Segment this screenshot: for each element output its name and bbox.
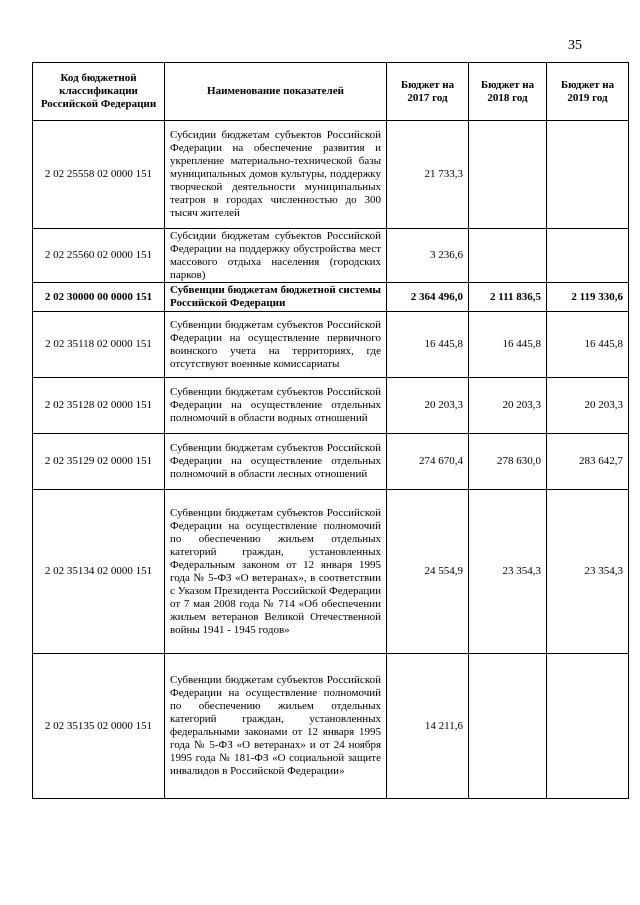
row-2019	[547, 654, 629, 799]
row-2018: 20 203,3	[469, 378, 547, 434]
row-2019	[547, 229, 629, 283]
row-2019: 283 642,7	[547, 434, 629, 490]
row-2017: 274 670,4	[387, 434, 469, 490]
row-name: Субсидии бюджетам субъектов Российской Федерации на поддержку обустройства мест массового отдыха населения (городских парков)	[165, 229, 387, 283]
table-row	[33, 312, 629, 378]
table-row	[33, 654, 629, 799]
row-2019: 23 354,3	[547, 490, 629, 654]
row-name: Субвенции бюджетам субъектов Российской Федерации на осуществление первичного воинского учета на территориях, где отсутствуют военные комиссариаты	[165, 312, 387, 378]
budget-table	[32, 62, 629, 799]
row-2017: 14 211,6	[387, 654, 469, 799]
page-number: 35	[568, 38, 582, 53]
header-name: Наименование показателей	[165, 63, 387, 121]
table-row	[33, 121, 629, 229]
row-name: Субсидии бюджетам субъектов Российской Федерации на обеспечение развития и укрепление материально-технической базы муниципальных домов культуры, поддержку творческой деятельности муниципальных театров в городах численностью до 300 тысяч жителей	[165, 121, 387, 229]
row-code: 2 02 35128 02 0000 151	[33, 378, 165, 434]
row-2017: 24 554,9	[387, 490, 469, 654]
row-2019: 16 445,8	[547, 312, 629, 378]
row-2018	[469, 229, 547, 283]
row-code: 2 02 35134 02 0000 151	[33, 490, 165, 654]
row-code: 2 02 35118 02 0000 151	[33, 312, 165, 378]
row-name: Субвенции бюджетам бюджетной системы Российской Федерации	[165, 283, 387, 312]
row-code: 2 02 35135 02 0000 151	[33, 654, 165, 799]
row-2017: 2 364 496,0	[387, 283, 469, 312]
row-name: Субвенции бюджетам субъектов Российской Федерации на осуществление полномочий по обеспечению жильем отдельных категорий граждан, установленных Федеральным законом от 12 января 1995 года № 5-ФЗ «О ветеранах», в соответствии с Указом Президента Российской Федерации от 7 мая 2008 года № 714 «Об обеспечении жильем ветеранов Великой Отечественной войны 1941 - 1945 годов»	[165, 490, 387, 654]
row-name: Субвенции бюджетам субъектов Российской Федерации на осуществление полномочий по обеспечению жильем отдельных категорий граждан, установленных федеральными законами от 12 января 1995 года № 5-ФЗ «О ветеранах» и от 24 ноября 1995 года № 181-ФЗ «О социальной защите инвалидов в Российской Федерации»	[165, 654, 387, 799]
row-2019	[547, 121, 629, 229]
row-2019: 20 203,3	[547, 378, 629, 434]
table-header-row	[33, 63, 629, 121]
row-2018: 278 630,0	[469, 434, 547, 490]
row-2017: 20 203,3	[387, 378, 469, 434]
header-2018: Бюджет на 2018 год	[469, 63, 547, 121]
row-2018: 16 445,8	[469, 312, 547, 378]
row-code: 2 02 25558 02 0000 151	[33, 121, 165, 229]
row-2018	[469, 654, 547, 799]
row-2017: 3 236,6	[387, 229, 469, 283]
row-code: 2 02 30000 00 0000 151	[33, 283, 165, 312]
row-name: Субвенции бюджетам субъектов Российской Федерации на осуществление отдельных полномочий в области лесных отношений	[165, 434, 387, 490]
row-name: Субвенции бюджетам субъектов Российской Федерации на осуществление отдельных полномочий в области водных отношений	[165, 378, 387, 434]
row-2017: 16 445,8	[387, 312, 469, 378]
table-row	[33, 229, 629, 283]
header-2017: Бюджет на 2017 год	[387, 63, 469, 121]
table-row	[33, 434, 629, 490]
row-2017: 21 733,3	[387, 121, 469, 229]
table-row	[33, 490, 629, 654]
header-2019: Бюджет на 2019 год	[547, 63, 629, 121]
table-row	[33, 283, 629, 312]
table-row	[33, 378, 629, 434]
row-code: 2 02 25560 02 0000 151	[33, 229, 165, 283]
row-code: 2 02 35129 02 0000 151	[33, 434, 165, 490]
row-2018	[469, 121, 547, 229]
row-2018: 2 111 836,5	[469, 283, 547, 312]
header-code: Код бюджетной классификации Российской Федерации	[33, 63, 165, 121]
row-2019: 2 119 330,6	[547, 283, 629, 312]
row-2018: 23 354,3	[469, 490, 547, 654]
